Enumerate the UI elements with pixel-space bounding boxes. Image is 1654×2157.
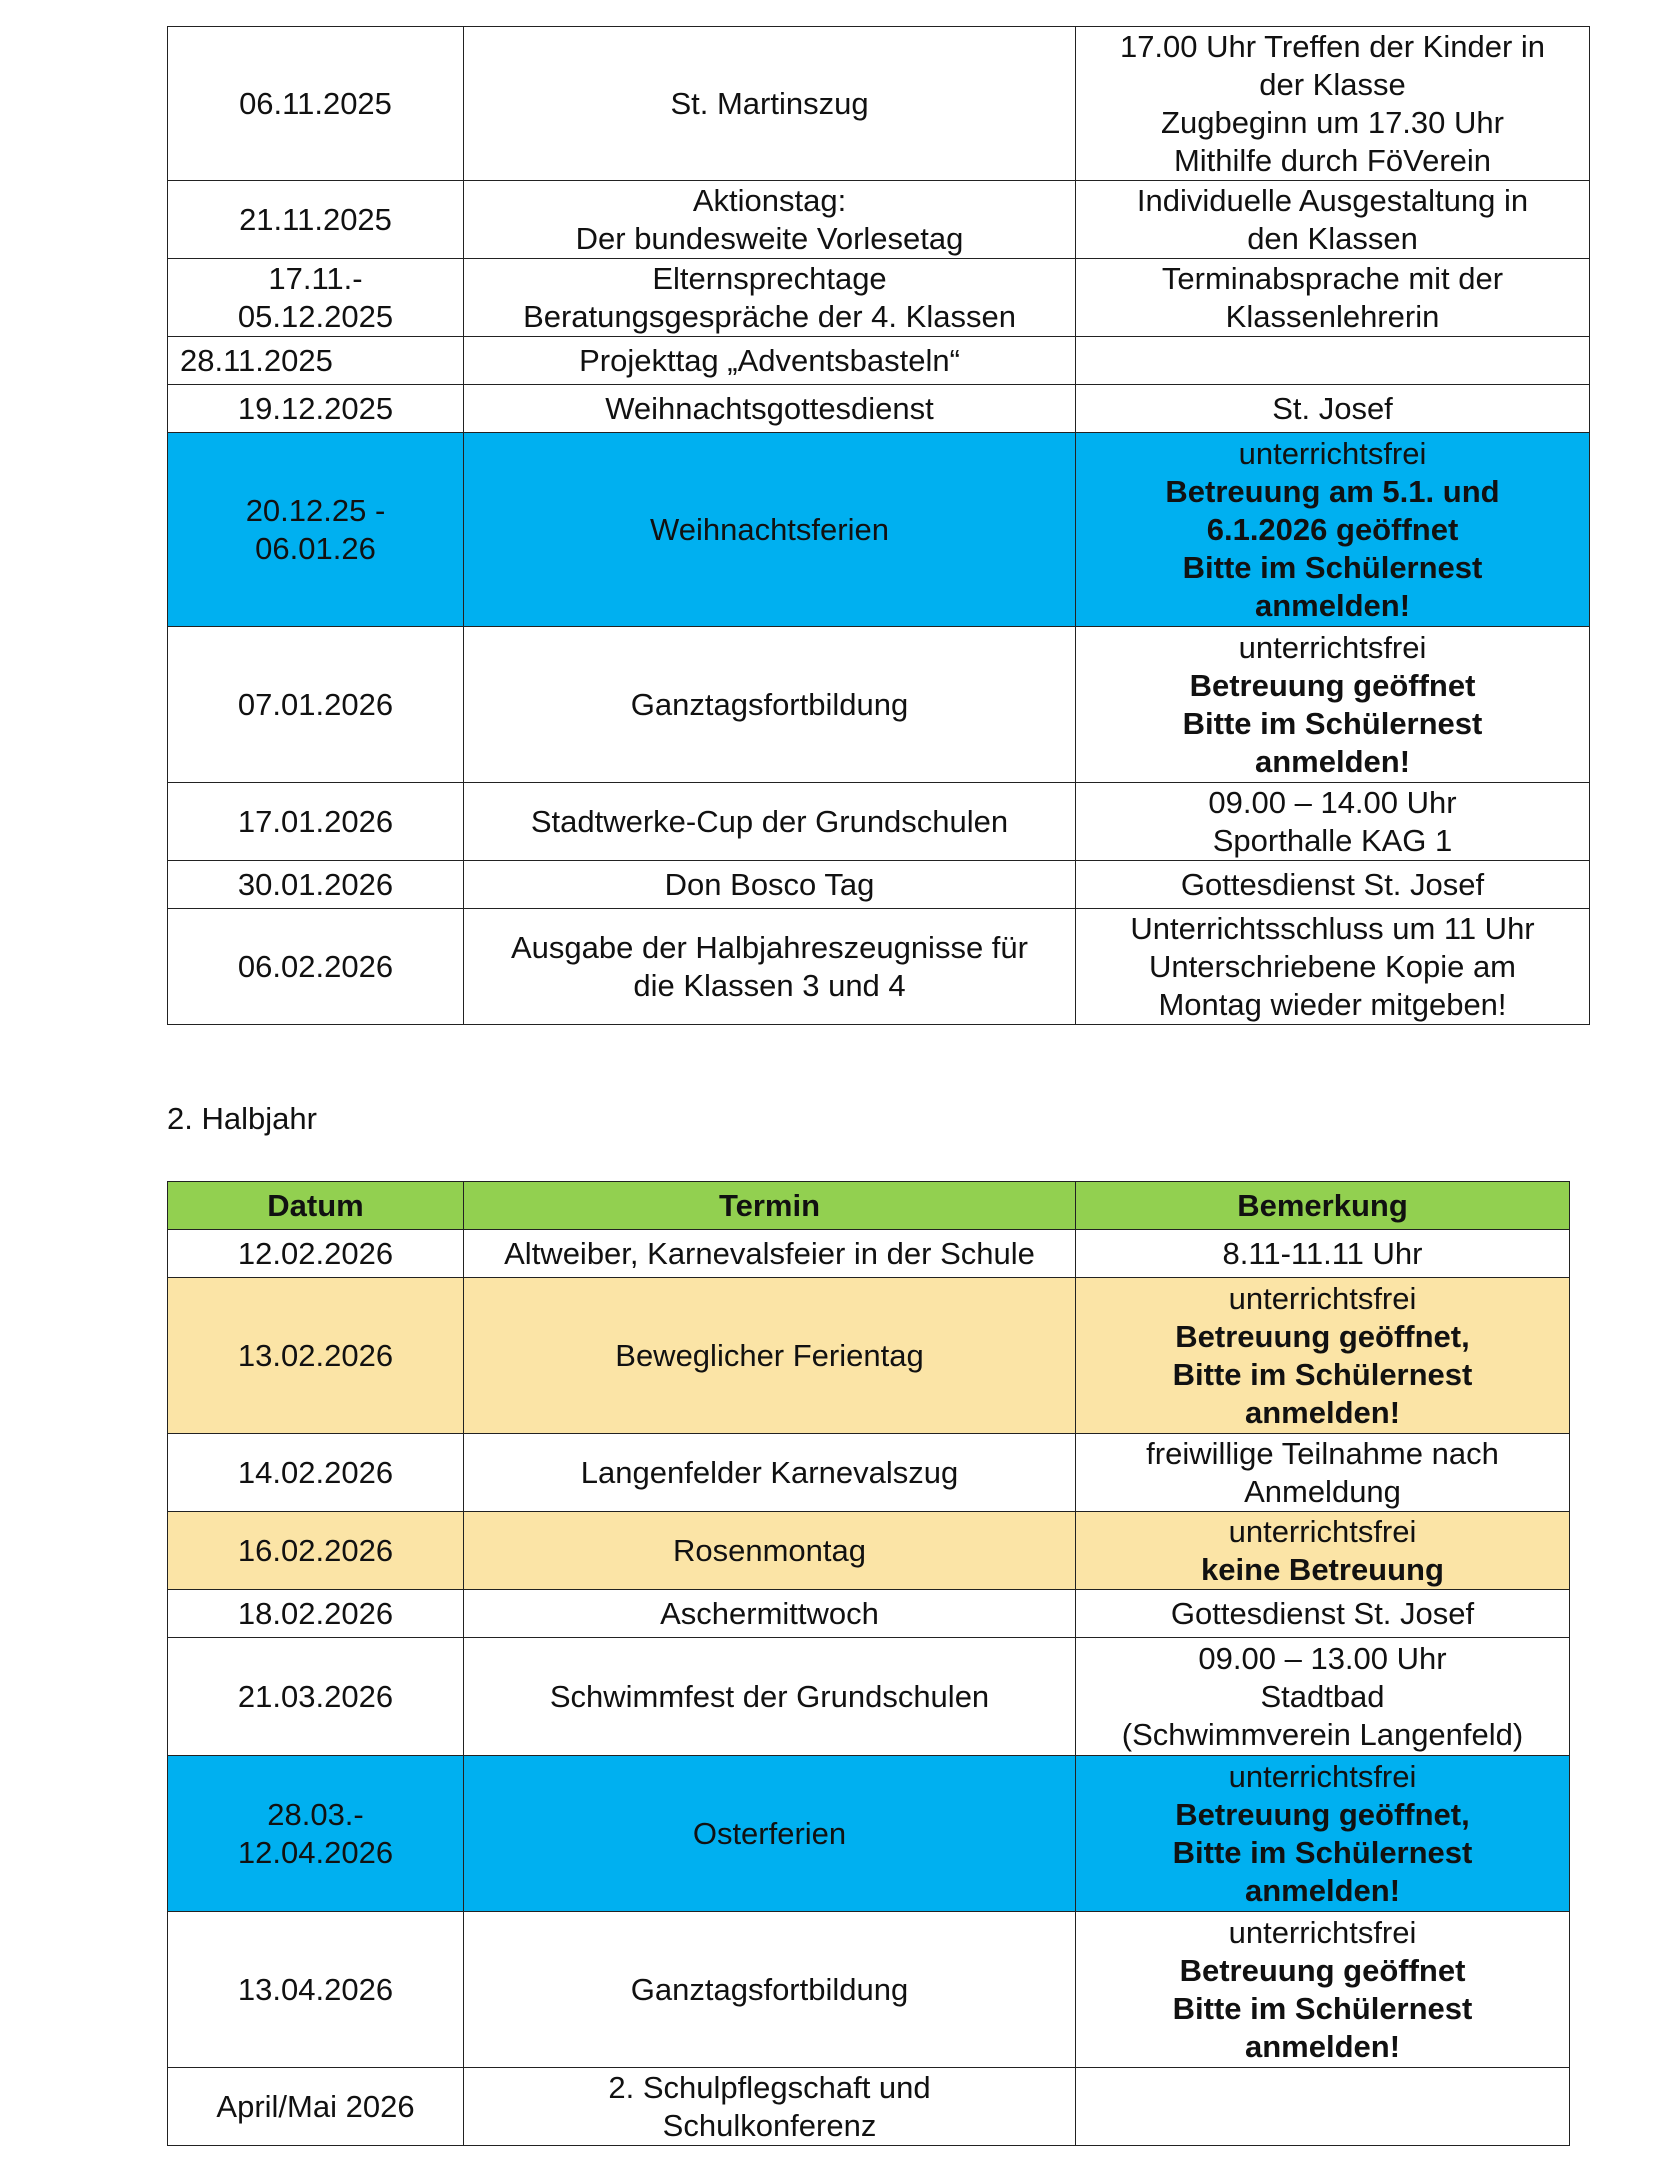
table-row xyxy=(168,1434,1570,1512)
event-cell: Osterferien xyxy=(464,1756,1076,1912)
event-cell xyxy=(464,181,1076,259)
table-header-row xyxy=(168,1182,1570,1230)
note-line-bold: anmelden! xyxy=(1254,587,1411,623)
note-line-bold: Bitte im Schülernest xyxy=(1182,549,1483,585)
note-line: der Klasse xyxy=(1259,66,1406,102)
note-line-bold: Bitte im Schülernest xyxy=(1172,1834,1473,1870)
header-event: Termin xyxy=(464,1182,1076,1230)
date-cell: 13.04.2026 xyxy=(168,1912,464,2068)
event-cell: Aschermittwoch xyxy=(464,1590,1076,1638)
note-line: Klassenlehrerin xyxy=(1225,298,1440,334)
schedule-table-second-half xyxy=(167,1181,1570,2146)
note-line: Unterrichtsschluss um 11 Uhr xyxy=(1130,910,1535,946)
note-line: Anmeldung xyxy=(1244,1473,1401,1509)
note-line: 09.00 – 13.00 Uhr xyxy=(1198,1640,1447,1676)
note-line: unterrichtsfrei xyxy=(1238,629,1427,665)
date-line: 05.12.2025 xyxy=(237,298,394,334)
date-cell xyxy=(168,433,464,627)
schedule-table-first-half xyxy=(167,26,1590,1025)
date-cell: 06.02.2026 xyxy=(168,909,464,1025)
date-cell: 13.02.2026 xyxy=(168,1278,464,1434)
event-cell: Projekttag „Adventsbasteln“ xyxy=(464,337,1076,385)
table-row xyxy=(168,2068,1570,2146)
date-cell: April/Mai 2026 xyxy=(168,2068,464,2146)
note-cell xyxy=(1076,2068,1570,2146)
event-cell: Rosenmontag xyxy=(464,1512,1076,1590)
event-cell xyxy=(464,2068,1076,2146)
note-cell xyxy=(1076,259,1590,337)
event-line: Ausgabe der Halbjahreszeugnisse für xyxy=(511,929,1028,965)
table-row xyxy=(168,385,1590,433)
note-line: Zugbeginn um 17.30 Uhr xyxy=(1161,104,1504,140)
date-line: 17.11.- xyxy=(268,260,363,296)
table-row xyxy=(168,909,1590,1025)
note-line-bold: Betreuung geöffnet xyxy=(1189,667,1476,703)
note-line: 17.00 Uhr Treffen der Kinder in xyxy=(1119,28,1546,64)
note-cell xyxy=(1076,27,1590,181)
table-row xyxy=(168,1912,1570,2068)
date-cell: 30.01.2026 xyxy=(168,861,464,909)
event-cell: Ganztagsfortbildung xyxy=(464,627,1076,783)
event-cell: Weihnachtsferien xyxy=(464,433,1076,627)
date-line: 12.04.2026 xyxy=(237,1834,394,1870)
table-row xyxy=(168,1590,1570,1638)
date-cell: 19.12.2025 xyxy=(168,385,464,433)
note-cell xyxy=(1076,181,1590,259)
note-line: unterrichtsfrei xyxy=(1228,1914,1417,1950)
table-row xyxy=(168,627,1590,783)
note-line-bold: Betreuung geöffnet, xyxy=(1175,1796,1470,1832)
note-cell: Gottesdienst St. Josef xyxy=(1076,1590,1570,1638)
note-cell xyxy=(1076,1756,1570,1912)
note-cell xyxy=(1076,783,1590,861)
date-cell: 06.11.2025 xyxy=(168,27,464,181)
event-line: Beratungsgespräche der 4. Klassen xyxy=(523,298,1016,334)
note-cell xyxy=(1076,433,1590,627)
date-cell xyxy=(168,259,464,337)
note-line: Terminabsprache mit der xyxy=(1161,260,1504,296)
note-line: den Klassen xyxy=(1247,220,1418,256)
date-line: 06.01.26 xyxy=(255,530,376,566)
note-cell xyxy=(1076,1638,1570,1756)
note-line: Individuelle Ausgestaltung in xyxy=(1136,182,1529,218)
table-row xyxy=(168,1230,1570,1278)
table-row-free-day xyxy=(168,1278,1570,1434)
date-line: 28.03.- xyxy=(267,1796,364,1832)
table-row xyxy=(168,1638,1570,1756)
note-cell: Gottesdienst St. Josef xyxy=(1076,861,1590,909)
event-cell: Beweglicher Ferientag xyxy=(464,1278,1076,1434)
note-line-bold: anmelden! xyxy=(1244,1872,1401,1908)
note-line: (Schwimmverein Langenfeld) xyxy=(1121,1716,1524,1752)
event-cell xyxy=(464,909,1076,1025)
section-title: 2. Halbjahr xyxy=(167,1101,317,1136)
table-row xyxy=(168,783,1590,861)
note-line: Montag wieder mitgeben! xyxy=(1158,986,1507,1022)
note-line-bold: anmelden! xyxy=(1244,1394,1401,1430)
table-row xyxy=(168,337,1590,385)
note-line-bold: Betreuung geöffnet, xyxy=(1175,1318,1470,1354)
note-line-bold: Bitte im Schülernest xyxy=(1172,1356,1473,1392)
event-line: Der bundesweite Vorlesetag xyxy=(575,220,964,256)
note-cell xyxy=(1076,909,1590,1025)
event-cell: Altweiber, Karnevalsfeier in der Schule xyxy=(464,1230,1076,1278)
event-cell: Don Bosco Tag xyxy=(464,861,1076,909)
note-line-bold: Betreuung am 5.1. und xyxy=(1165,473,1500,509)
date-cell: 12.02.2026 xyxy=(168,1230,464,1278)
event-line: Elternsprechtage xyxy=(652,260,887,296)
note-line-bold: 6.1.2026 geöffnet xyxy=(1206,511,1459,547)
table-row-free-day xyxy=(168,1512,1570,1590)
date-cell: 07.01.2026 xyxy=(168,627,464,783)
event-cell: St. Martinszug xyxy=(464,27,1076,181)
event-line: Aktionstag: xyxy=(692,182,847,218)
note-line: Stadtbad xyxy=(1260,1678,1385,1714)
table-row xyxy=(168,181,1590,259)
event-cell: Weihnachtsgottesdienst xyxy=(464,385,1076,433)
event-line: 2. Schulpflegschaft und xyxy=(608,2069,931,2105)
header-note: Bemerkung xyxy=(1076,1182,1570,1230)
note-line: unterrichtsfrei xyxy=(1228,1513,1417,1549)
date-cell xyxy=(168,1756,464,1912)
event-cell xyxy=(464,259,1076,337)
note-cell xyxy=(1076,1912,1570,2068)
table-row-holiday xyxy=(168,433,1590,627)
date-cell: 18.02.2026 xyxy=(168,1590,464,1638)
event-line: Schulkonferenz xyxy=(662,2107,877,2143)
note-line: unterrichtsfrei xyxy=(1228,1280,1417,1316)
note-cell: St. Josef xyxy=(1076,385,1590,433)
note-cell xyxy=(1076,1512,1570,1590)
event-cell: Schwimmfest der Grundschulen xyxy=(464,1638,1076,1756)
note-line-bold: Bitte im Schülernest xyxy=(1182,705,1483,741)
note-cell xyxy=(1076,627,1590,783)
note-line-bold: Bitte im Schülernest xyxy=(1172,1990,1473,2026)
event-cell: Ganztagsfortbildung xyxy=(464,1912,1076,2068)
note-line: Unterschriebene Kopie am xyxy=(1148,948,1517,984)
table-row-holiday xyxy=(168,1756,1570,1912)
note-line: unterrichtsfrei xyxy=(1238,435,1427,471)
note-line-bold: anmelden! xyxy=(1244,2028,1401,2064)
event-cell: Stadtwerke-Cup der Grundschulen xyxy=(464,783,1076,861)
note-cell xyxy=(1076,1278,1570,1434)
date-cell: 14.02.2026 xyxy=(168,1434,464,1512)
table-row xyxy=(168,259,1590,337)
date-cell: 21.11.2025 xyxy=(168,181,464,259)
note-cell: 8.11-11.11 Uhr xyxy=(1076,1230,1570,1278)
note-line: freiwillige Teilnahme nach xyxy=(1146,1435,1499,1471)
note-line-bold: anmelden! xyxy=(1254,743,1411,779)
note-cell xyxy=(1076,337,1590,385)
date-cell: 16.02.2026 xyxy=(168,1512,464,1590)
header-date: Datum xyxy=(168,1182,464,1230)
table-row xyxy=(168,861,1590,909)
date-cell: 17.01.2026 xyxy=(168,783,464,861)
note-line-bold: Betreuung geöffnet xyxy=(1179,1952,1466,1988)
note-line-bold: keine Betreuung xyxy=(1201,1551,1444,1587)
event-line: die Klassen 3 und 4 xyxy=(633,967,906,1003)
table-row xyxy=(168,27,1590,181)
note-line: unterrichtsfrei xyxy=(1228,1758,1417,1794)
note-line: Mithilfe durch FöVerein xyxy=(1173,142,1492,178)
note-line: Sporthalle KAG 1 xyxy=(1212,822,1453,858)
date-cell: 28.11.2025 xyxy=(168,337,464,385)
note-cell xyxy=(1076,1434,1570,1512)
date-cell: 21.03.2026 xyxy=(168,1638,464,1756)
note-line: 09.00 – 14.00 Uhr xyxy=(1208,784,1457,820)
event-cell: Langenfelder Karnevalszug xyxy=(464,1434,1076,1512)
date-line: 20.12.25 - xyxy=(245,492,386,528)
